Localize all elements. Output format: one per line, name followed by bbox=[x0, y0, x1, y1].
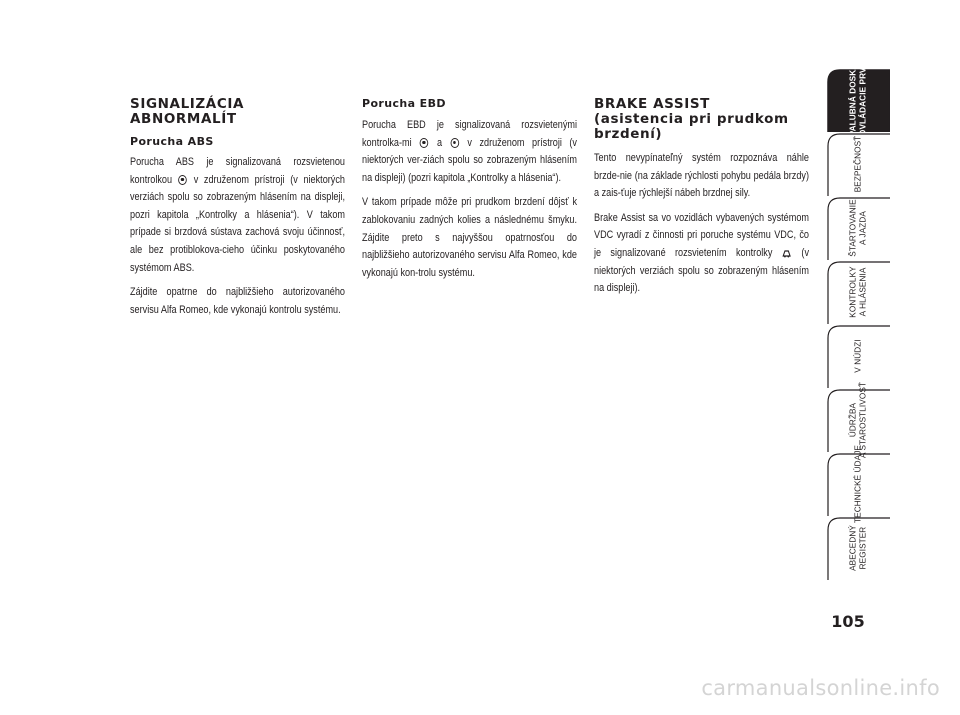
page-number: 105 bbox=[831, 612, 865, 631]
tab-technical-data[interactable] bbox=[826, 445, 890, 523]
paragraph-abs-1 bbox=[130, 154, 345, 277]
tab-label: KONTROLKY A HLÁSENIA bbox=[848, 266, 867, 318]
tab-index[interactable] bbox=[826, 516, 890, 580]
paragraph-ebd-1-b: a bbox=[436, 136, 443, 149]
section-title-brake-assist bbox=[594, 97, 809, 142]
section-title-abnormalities bbox=[130, 97, 345, 127]
tab-label: ABECEDNÝ REGISTER bbox=[848, 525, 867, 571]
vdc-warning-icon bbox=[783, 249, 792, 258]
watermark: carmanualsonline.info bbox=[701, 676, 940, 700]
paragraph-abs-1-b: v združenom prístroji (v niektorých verziách spolu so zobrazeným hlásením na displeji, pozri kapitola „Kontrolky a hlásenia“). V takom prípade si brzdová sústava zachová svoju účinnosť, ale bez protiblokova-cieho účinku poskytovaného systémom ABS. bbox=[130, 173, 345, 274]
tab-safety[interactable] bbox=[826, 132, 890, 196]
column-brake-assist bbox=[594, 97, 809, 305]
tab-emergency[interactable] bbox=[826, 324, 890, 388]
tab-label: ŠTARTOVANIE A JAZDA bbox=[848, 199, 867, 257]
paragraph-ebd-1 bbox=[362, 117, 577, 187]
abs-warning-icon bbox=[420, 138, 429, 148]
tab-label: TECHNICKÉ ÚDAJE bbox=[853, 445, 863, 523]
paragraph-brake-assist-1: Tento nevypínateľný systém rozpoznáva náhle brzde-nie (na základe rýchlosti pohybu pedála brzdy) a zais-ťuje rýchlejší nábeh brzdnej sily. bbox=[594, 152, 809, 200]
paragraph-abs-1-a: Porucha ABS je signalizovaná rozsvietenou kontrolkou bbox=[130, 156, 345, 186]
tab-label: PALUBNÁ DOSKA A OVLÁDACIE PRVKY bbox=[848, 55, 867, 145]
paragraph-ebd-1-a: Porucha EBD je signalizovaná rozsvietenými kontrolka-mi bbox=[362, 119, 577, 149]
paragraph-brake-assist-2-a: Brake Assist sa vo vozidlách vybavených systémom VDC vyradí z činnosti pri poruche systému VDC, čo je signalizované rozsvietením kontrolky bbox=[594, 211, 809, 259]
brake-warning-icon bbox=[450, 138, 459, 148]
column-abnormalities bbox=[130, 97, 345, 326]
tab-starting-driving[interactable] bbox=[826, 196, 890, 260]
section-title-line-2: (asistencia pri prudkom bbox=[594, 111, 789, 127]
tab-warnings-messages[interactable] bbox=[826, 260, 890, 324]
tab-label: V NÚDZI bbox=[853, 339, 863, 373]
section-title-line-2: ABNORMALÍT bbox=[130, 111, 237, 127]
section-title-line-1: BRAKE ASSIST bbox=[594, 96, 710, 112]
tab-maintenance[interactable] bbox=[826, 382, 890, 458]
section-title-line-3: brzdení) bbox=[594, 126, 663, 142]
paragraph-ebd-1-c: v združenom prístroji (v niektorých ver-ziách spolu so zobrazeným hlásením na displeji) (pozri kapitola „Kontrolky a hlásenia“). bbox=[362, 136, 577, 184]
subtitle-abs-failure: Porucha ABS bbox=[130, 135, 214, 148]
paragraph-brake-assist-2-b: (v niektorých verziách spolu so zobrazeným hlásením na displeji). bbox=[594, 246, 809, 295]
paragraph-ebd-2: V takom prípade môže pri prudkom brzdení dôjsť k zablokovaniu zadných kolies a následnému šmyku. Zájdite preto s najvyššou opatrnosťou do najbližšieho autorizovaného servisu Alfa Romeo, kde vykonajú kon-trolu systému. bbox=[362, 196, 577, 279]
subtitle-ebd-failure: Porucha EBD bbox=[362, 97, 446, 110]
column-ebd bbox=[362, 97, 577, 289]
section-title-line-1: SIGNALIZÁCIA bbox=[130, 96, 245, 112]
tab-label: ÚDRŽBA A STAROSTLIVOSŤ bbox=[848, 382, 867, 458]
tab-dashboard[interactable] bbox=[826, 55, 890, 145]
paragraph-brake-assist-2 bbox=[594, 210, 809, 298]
paragraph-abs-2: Zájdite opatrne do najbližšieho autorizovaného servisu Alfa Romeo, kde vykonajú kontrolu systému. bbox=[130, 286, 345, 316]
tab-label: BEZPEČNOSŤ bbox=[853, 135, 863, 193]
abs-warning-icon bbox=[179, 175, 188, 185]
